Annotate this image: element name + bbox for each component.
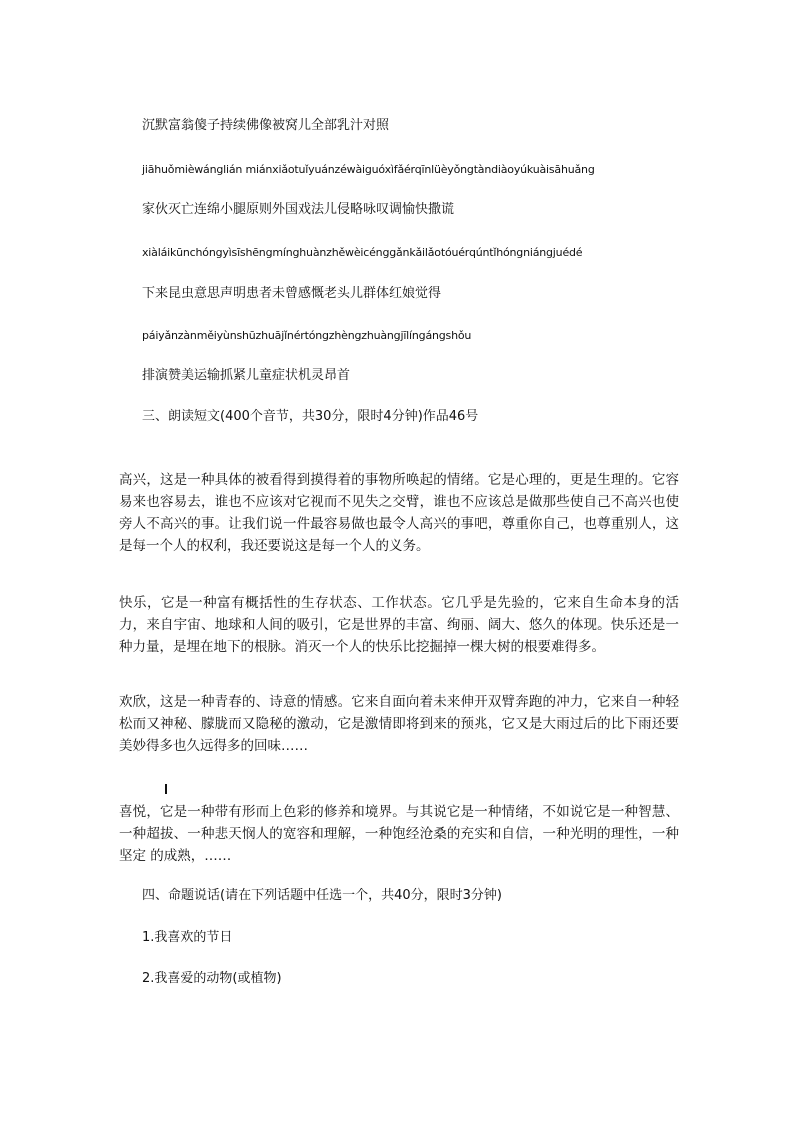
- section-3-heading: 三、朗读短文(400个音节，共30分，限时4分钟)作品46号: [142, 409, 479, 424]
- pinyin-line-3: xiàláikūnchóngyìsīshēngmínghuànzhěwèicénggǎnkǎilǎotóuérqúntǐhóngniángjuédé: [142, 246, 583, 259]
- reading-paragraph-1: 高兴，这是一种具体的被看得到摸得着的事物所唤起的情绪。它是心理的，更是生理的。它容易来也容易去，谁也不应该对它视而不见失之交臂，谁也不应该总是做那些使自己不高兴也使旁人不高兴的事。让我们说一件最容易做也最令人高兴的事吧，尊重你自己，也尊重别人，这是每一个人的权利，我还要说这是每一个人的义务。: [119, 472, 679, 554]
- reading-paragraph-2: 快乐，它是一种富有概括性的生存状态、工作状态。它几乎是先验的，它来自生命本身的活力，来自宇宙、地球和人间的吸引，它是世界的丰富、绚丽、阔大、悠久的体现。快乐还是一种力量，是埋在地下的根脉。消灭一个人的快乐比挖掘掉一棵大树的根要难得多。: [119, 595, 679, 655]
- word-list-line-3: 下来昆虫意思声明患者未曾感慨老头儿群体红娘觉得: [142, 286, 442, 301]
- word-list-line-2: 家伙灭亡连绵小腿原则外国戏法儿侵略咏叹调愉快撒谎: [142, 202, 455, 217]
- reading-paragraph-4: 喜悦，它是一种带有形而上色彩的修养和境界。与其说它是一种情绪，不如说它是一种智慧、一种超拔、一种悲天悯人的宽容和理解，一种饱经沧桑的充实和自信，一种光明的理性，一种坚定 的成熟，……: [119, 804, 679, 864]
- pinyin-line-4: páiyǎnzànměiyùnshūzhuājǐnértóngzhèngzhuàngjīlíngángshǒu: [142, 329, 472, 342]
- word-list-line-1: 沉默富翁傻子持续佛像被窝儿全部乳汁对照: [142, 118, 390, 133]
- topic-item-1: 1.我喜欢的节日: [142, 930, 233, 945]
- section-4-heading: 四、命题说话(请在下列话题中任选一个，共40分，限时3分钟): [142, 888, 502, 903]
- word-list-line-4: 排演赞美运输抓紧儿童症状机灵昂首: [142, 368, 351, 383]
- text-marker: [165, 784, 167, 794]
- reading-paragraph-3: 欢欣，这是一种青春的、诗意的情感。它来自面向着未来伸开双臂奔跑的冲力，它来自一种轻松而又神秘、朦胧而又隐秘的激动，它是激情即将到来的预兆，它又是大雨过后的比下雨还要美妙得多也久远得多的回味……: [119, 694, 679, 754]
- topic-item-2: 2.我喜爱的动物(或植物): [142, 971, 282, 986]
- pinyin-line-2: jiāhuǒmièwánglián miánxiǎotuǐyuánzéwàiguóxìfǎérqīnlüèyǒngtàndiàoyúkuàisāhuǎng: [142, 163, 595, 176]
